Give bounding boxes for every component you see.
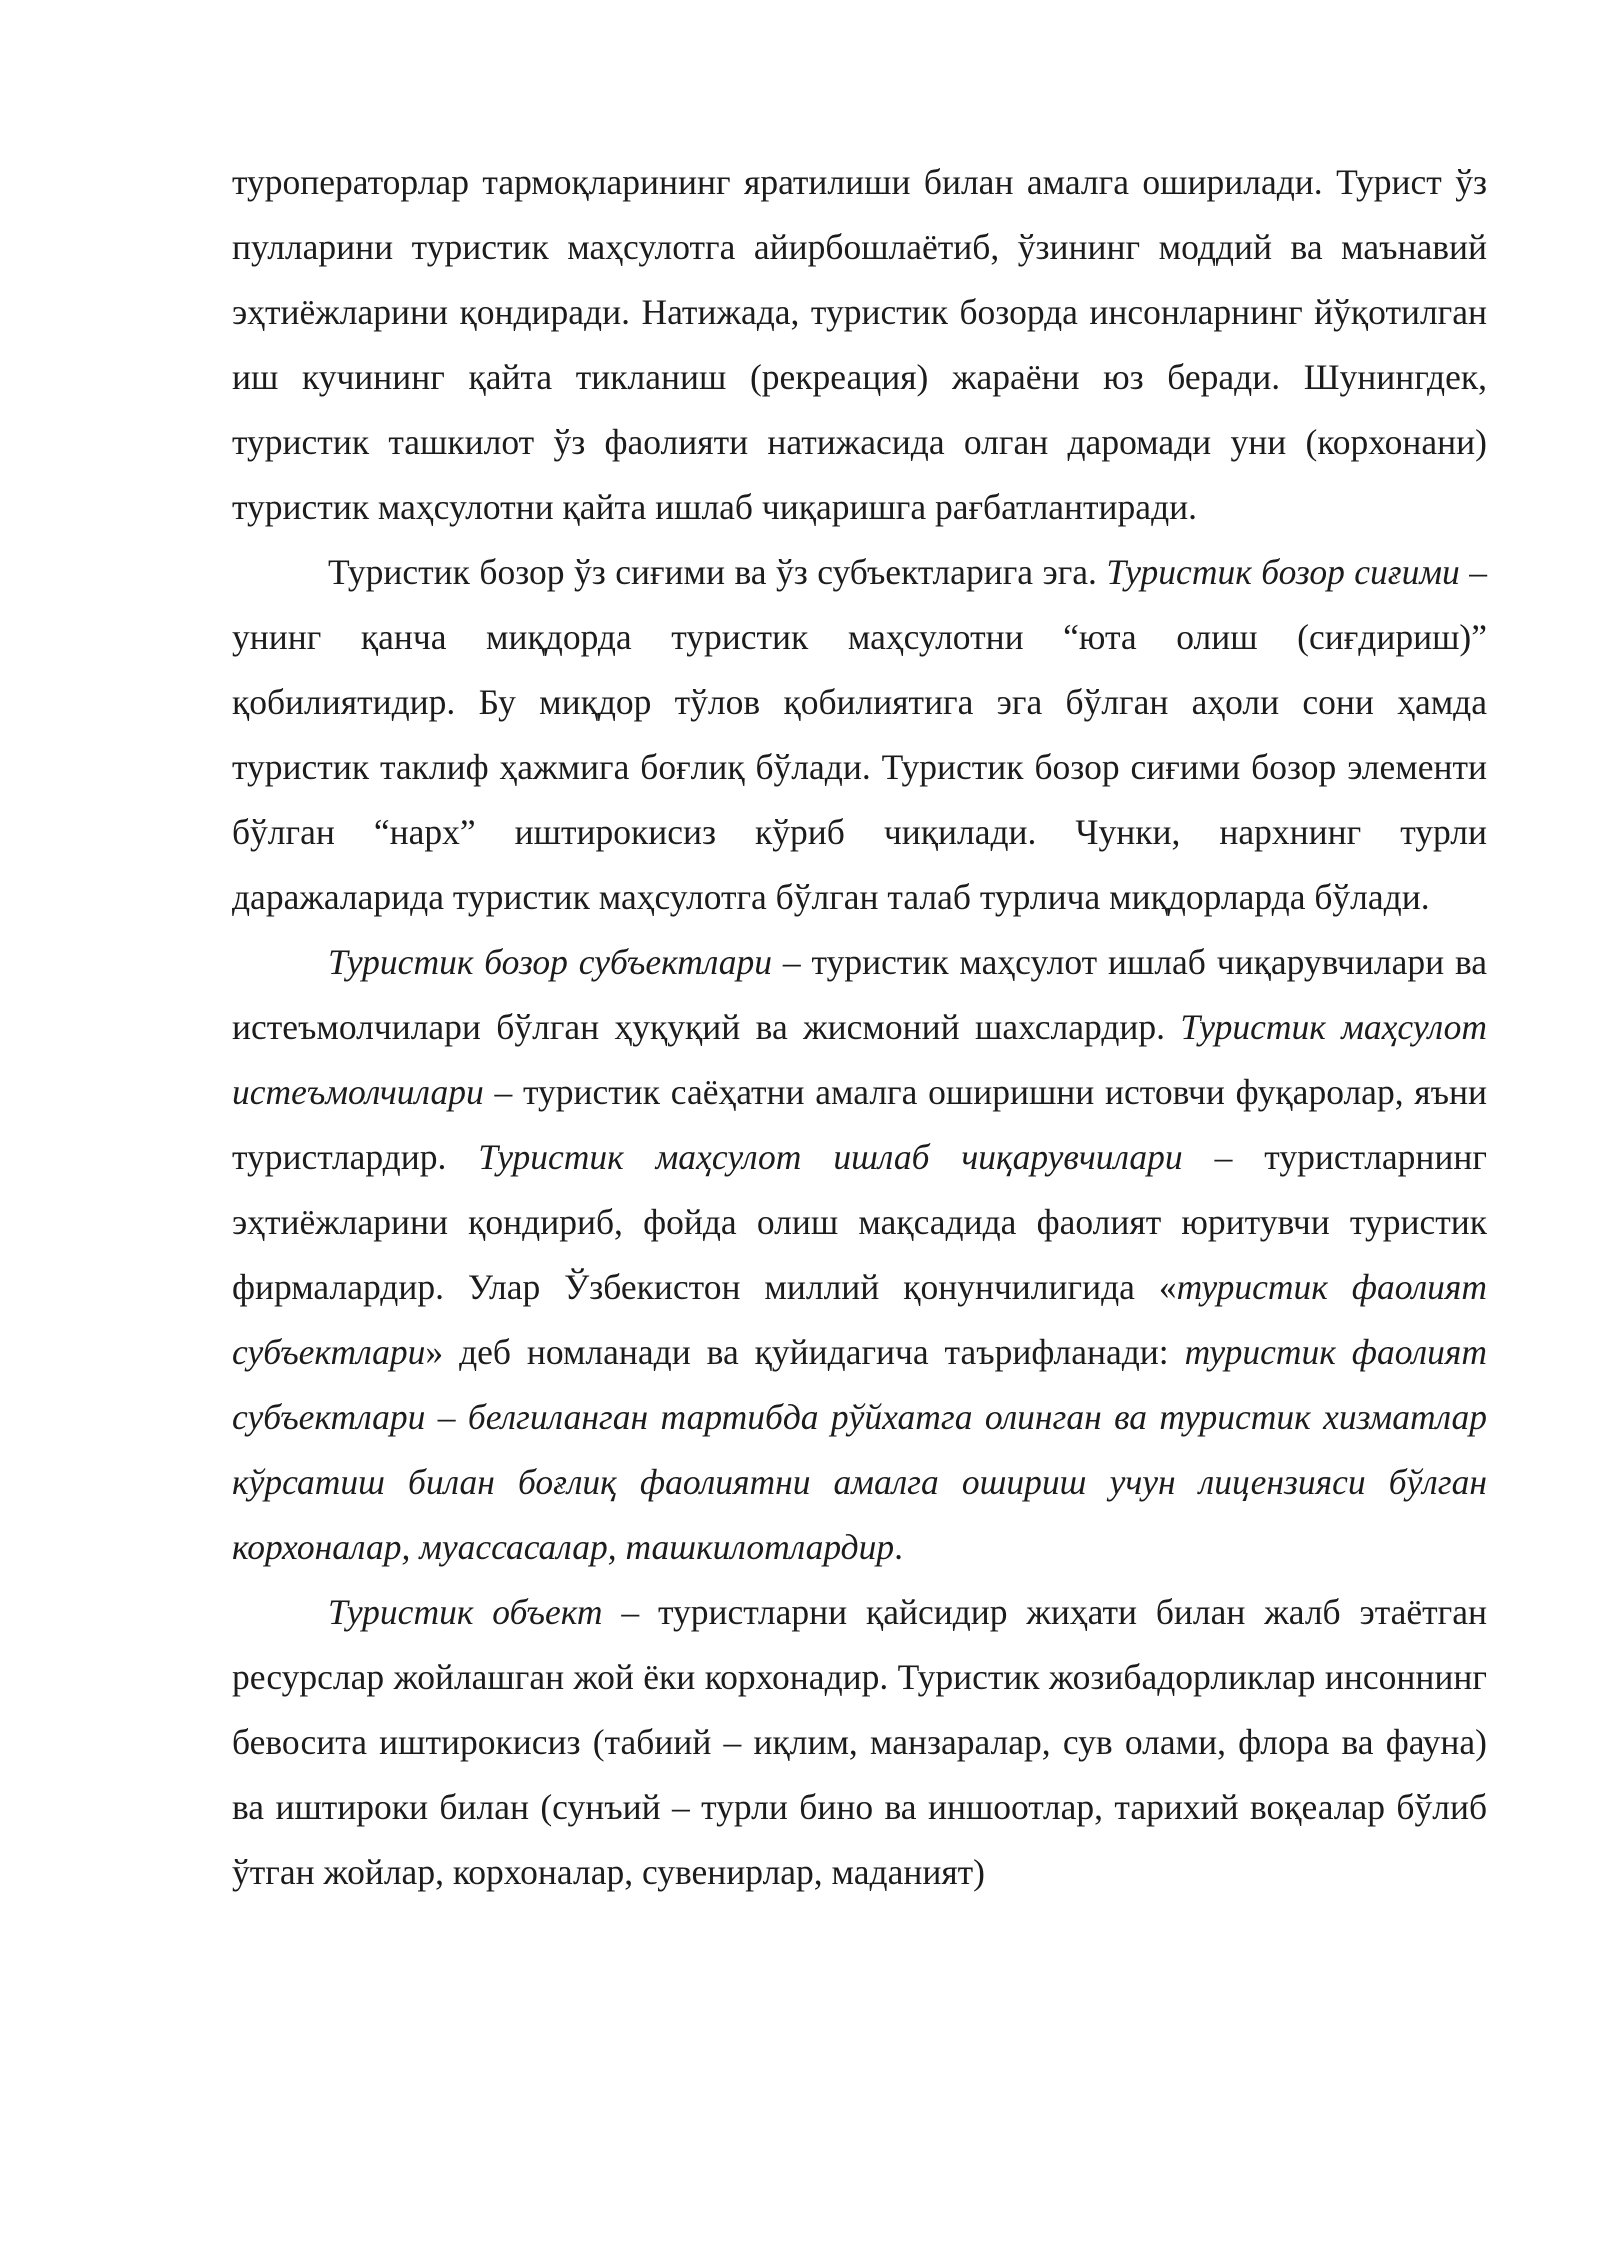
paragraph-4 xyxy=(232,1580,1487,1905)
paragraph-3 xyxy=(232,930,1487,1580)
text-run: » деб номланади ва қуйидагича таърифланади: xyxy=(425,1332,1185,1372)
text-run: – туристик саёҳатни амалга оширишни истовчи фуқаролар, яъни туристлардир. xyxy=(232,1072,1487,1177)
text-run: – унинг қанча миқдорда туристик маҳсулотни “юта олиш (сиғдириш)” қобилиятидир. Бу миқдор тўлов қобилиятига эга бўлган аҳоли сони ҳамда туристик таклиф ҳажмига боғлиқ бўлади. Туристик бозор сиғими бозор элементи бўлган “нарх” иштирокисиз кўриб чиқилади. Чунки, нархнинг турли даражаларида туристик маҳсулотга бўлган талаб турлича миқдорларда бўлади. xyxy=(232,552,1488,917)
text-run: Туристик бозор ўз сиғими ва ўз субъектларига эга. xyxy=(328,552,1107,592)
italic-term: Туристик объект xyxy=(328,1592,603,1632)
text-run: – туристларнинг эҳтиёжларини қондириб, фойда олиш мақсадида фаолият юритувчи туристик фирмалардир. Улар Ўзбекистон миллий қонунчилигида « xyxy=(232,1137,1487,1307)
italic-term: туристик фаолият субъектлари – белгиланган тартибда рўйхатга олинган ва туристик хизматлар кўрсатиш билан боғлиқ фаолиятни амалга ошириш учун лицензияси бўлган корхоналар, муассасалар, ташкилотлардир xyxy=(232,1332,1487,1567)
italic-term: Туристик маҳсулот истеъмолчилари xyxy=(232,1007,1487,1112)
text-run: . xyxy=(894,1527,903,1567)
italic-term: туристик фаолият субъектлари xyxy=(232,1267,1487,1372)
text-run: – туристларни қайсидир жиҳати билан жалб этаётган ресурслар жойлашган жой ёки корхонадир. Туристик жозибадорликлар инсоннинг бевосита иштирокисиз (табиий – иқлим, манзаралар, сув олами, флора ва фауна) ва иштироки билан (сунъий – турли бино ва иншоотлар, тарихий воқеалар бўлиб ўтган жойлар, корхоналар, сувенирлар, маданият) xyxy=(232,1592,1487,1892)
text-run: – туристик маҳсулот ишлаб чиқарувчилари ва истеъмолчилари бўлган ҳуқуқий ва жисмоний шахслардир. xyxy=(232,942,1487,1047)
paragraph-2 xyxy=(232,540,1487,930)
document-page xyxy=(232,150,1487,1905)
italic-term: Туристик бозор сиғими xyxy=(1106,552,1460,592)
italic-term: Туристик бозор субъектлари xyxy=(328,942,773,982)
text-run: туроператорлар тармоқларининг яратилиши билан амалга оширилади. Турист ўз пулларини туристик маҳсулотга айирбошлаётиб, ўзининг моддий ва маънавий эҳтиёжларини қондиради. Натижада, туристик бозорда инсонларнинг йўқотилган иш кучининг қайта тикланиш (рекреация) жараёни юз беради. Шунингдек, туристик ташкилот ўз фаолияти натижасида олган даромади уни (корхонани) туристик маҳсулотни қайта ишлаб чиқаришга рағбатлантиради. xyxy=(232,162,1487,527)
italic-term: Туристик маҳсулот ишлаб чиқарувчилари xyxy=(478,1137,1183,1177)
paragraph-1 xyxy=(232,150,1487,540)
